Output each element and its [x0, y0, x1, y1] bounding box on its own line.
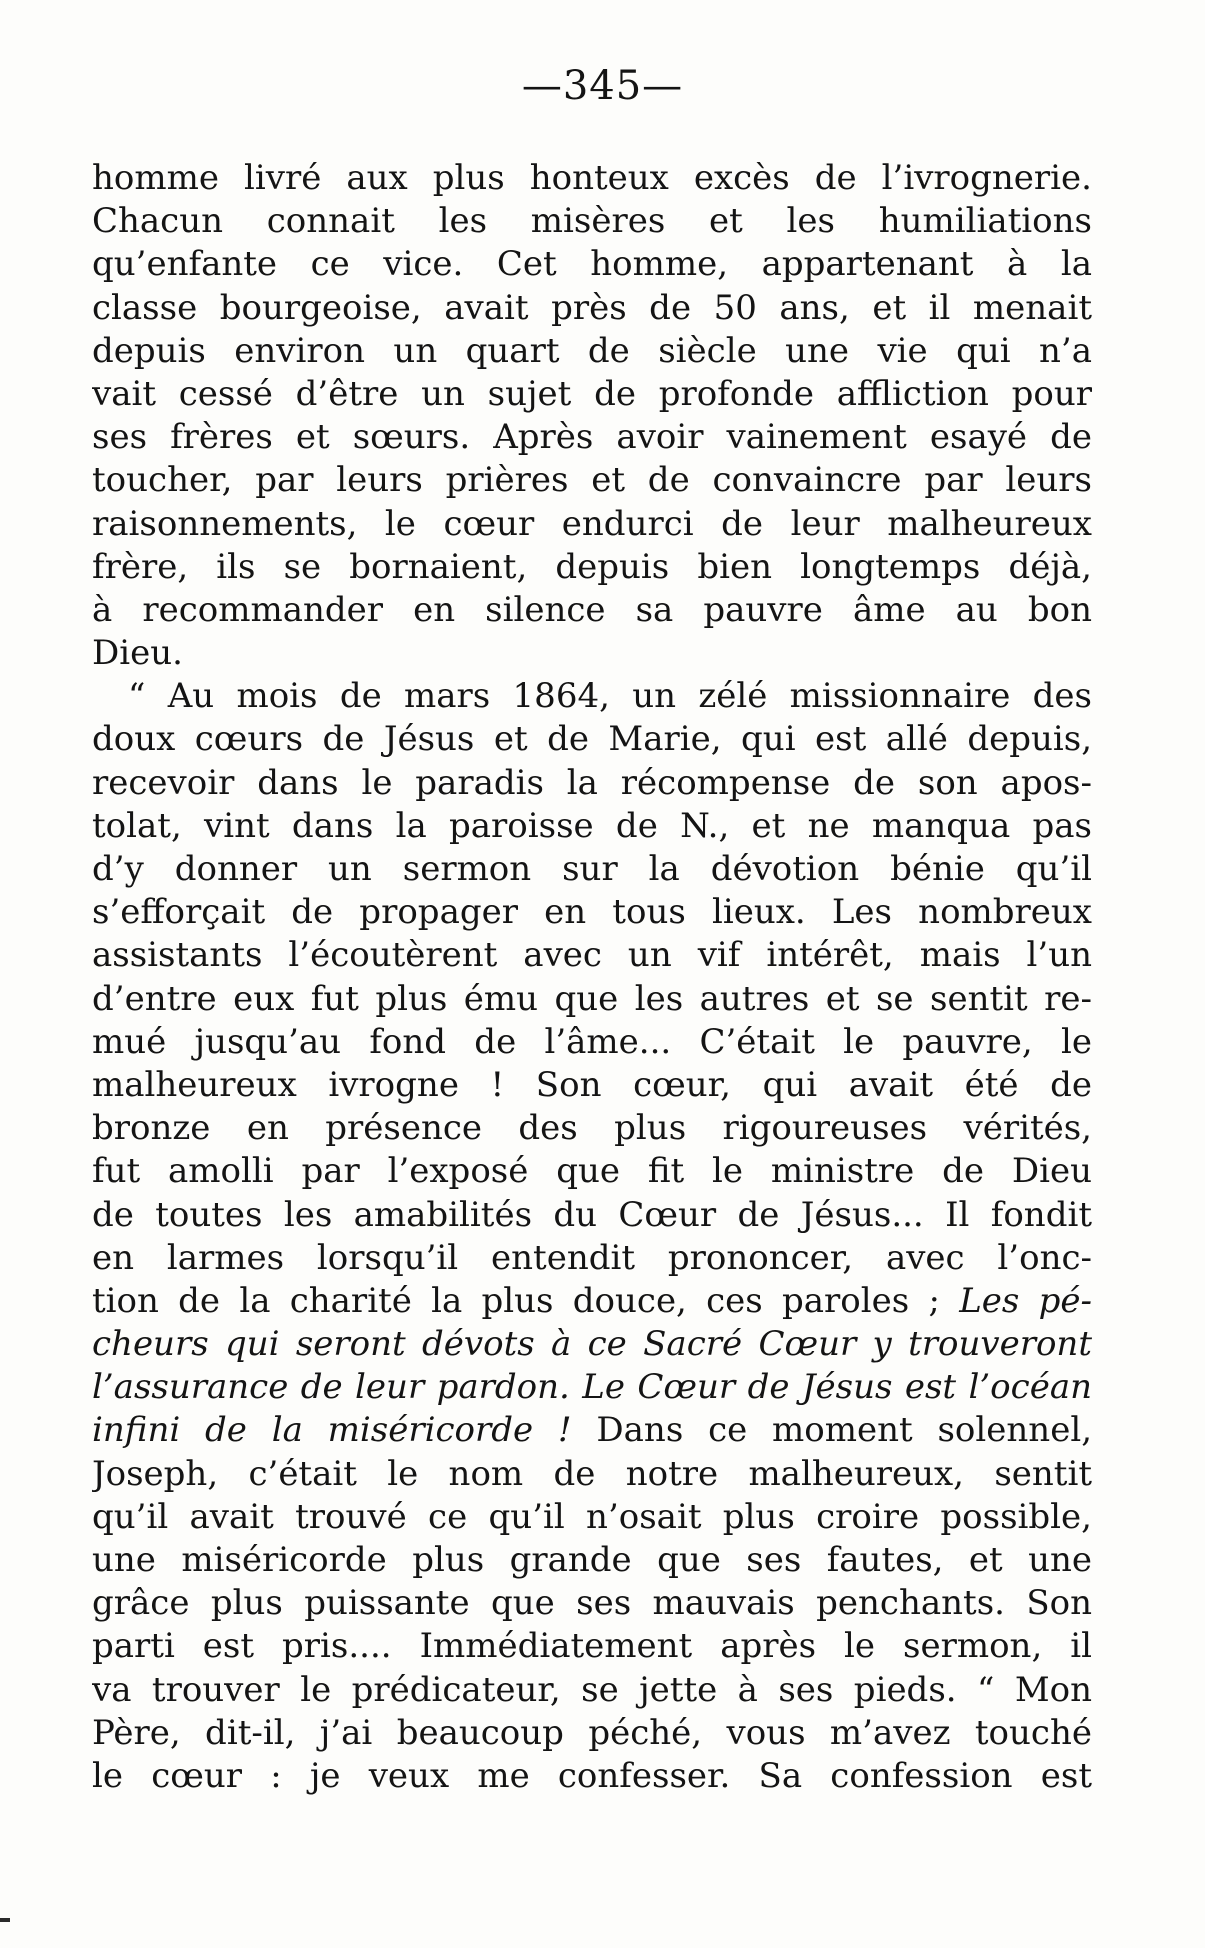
text-segment: Dans ce moment solennel,	[596, 1410, 1092, 1451]
text-line-mixed	[92, 1280, 1092, 1323]
text-line: le cœur : je veux me confesser. Sa confession est	[92, 1755, 1092, 1796]
text-line: toucher, par leurs prières et de convaincre par leurs	[92, 460, 1092, 501]
text-line: qu’enfante ce vice. Cet homme, appartenant à la	[92, 244, 1092, 285]
text-line: qu’il avait trouvé ce qu’il n’osait plus croire possible,	[92, 1496, 1092, 1537]
text-line: d’entre eux fut plus ému que les autres et se sentit re-	[92, 978, 1092, 1019]
text-line-mixed	[92, 1409, 1092, 1452]
text-line: s’efforçait de propager en tous lieux. Les nombreux	[92, 892, 1092, 933]
text-line: grâce plus puissante que ses mauvais penchants. Son	[92, 1583, 1092, 1624]
text-line: assistants l’écoutèrent avec un vif intérêt, mais l’un	[92, 935, 1092, 976]
text-line: frère, ils se bornaient, depuis bien longtemps déjà,	[92, 546, 1092, 587]
text-line: mué jusqu’au fond de l’âme... C’était le pauvre, le	[92, 1021, 1092, 1062]
text-line: raisonnements, le cœur endurci de leur malheureux	[92, 503, 1092, 544]
text-line: une miséricorde plus grande que ses fautes, et une	[92, 1540, 1092, 1580]
italic-quote-line	[92, 1323, 1092, 1366]
text-line: bronze en présence des plus rigoureuses vérités,	[92, 1108, 1092, 1149]
text-line: à recommander en silence sa pauvre âme au bon	[92, 589, 1092, 630]
text-line: Joseph, c’était le nom de notre malheureux, sentit	[92, 1453, 1092, 1494]
text-line: Père, dit-il, j’ai beaucoup péché, vous m’avez touché	[92, 1712, 1092, 1753]
page-number: —345—	[521, 63, 684, 109]
body-text	[92, 157, 1092, 1798]
text-line: depuis environ un quart de siècle une vie qui n’a	[92, 330, 1092, 371]
text-line: vait cessé d’être un sujet de profonde affliction pour	[92, 373, 1092, 414]
text-line: ses frères et sœurs. Après avoir vainement esayé de	[92, 417, 1092, 458]
text-line: doux cœurs de Jésus et de Marie, qui est allé depuis,	[92, 719, 1092, 760]
text-segment: tion de la charité la plus douce, ces paroles ;	[92, 1280, 940, 1321]
text-line: homme livré aux plus honteux excès de l’ivrognerie.	[92, 158, 1092, 198]
scan-edge-mark	[0, 1918, 10, 1922]
text-line: Chacun connait les misères et les humiliations	[92, 201, 1092, 242]
text-line: tolat, vint dans la paroisse de N., et ne manqua pas	[92, 805, 1092, 846]
italic-quote-segment: infini de la miséricorde !	[92, 1410, 572, 1451]
text-line: de toutes les amabilités du Cœur de Jésus... Il fondit	[92, 1194, 1092, 1235]
text-line: va trouver le prédicateur, se jette à ses pieds. “ Mon	[92, 1669, 1092, 1710]
text-line: malheureux ivrogne ! Son cœur, qui avait été de	[92, 1064, 1092, 1105]
text-line: en larmes lorsqu’il entendit prononcer, avec l’onc-	[92, 1237, 1092, 1278]
text-line: “ Au mois de mars 1864, un zélé missionnaire des	[128, 676, 1092, 717]
text-line: recevoir dans le paradis la récompense de son apos-	[92, 762, 1092, 803]
text-line: Dieu.	[92, 633, 183, 674]
text-line: fut amolli par l’exposé que fit le ministre de Dieu	[92, 1151, 1092, 1192]
italic-quote-segment: Les pé-	[959, 1280, 1092, 1321]
italic-quote-segment: cheurs qui seront dévots à ce Sacré Cœur y trouveront	[92, 1324, 1092, 1365]
text-line: parti est pris.... Immédiatement après le sermon, il	[92, 1626, 1092, 1667]
text-line: classe bourgeoise, avait près de 50 ans, et il menait	[92, 287, 1092, 328]
text-line: d’y donner un sermon sur la dévotion bénie qu’il	[92, 849, 1092, 889]
italic-quote-line	[92, 1366, 1092, 1409]
italic-quote-segment: l’assurance de leur pardon. Le Cœur de Jésus est l’océan	[92, 1367, 1092, 1408]
